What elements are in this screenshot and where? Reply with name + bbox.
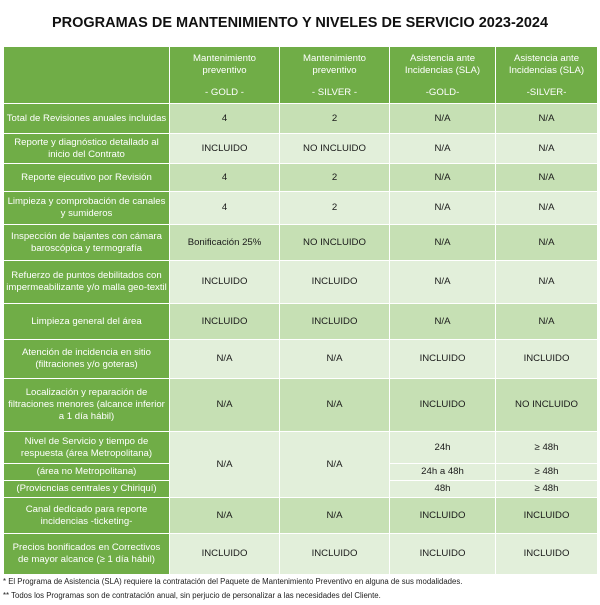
footnote: * El Programa de Asistencia (SLA) requiere la contratación del Paquete de Mantenimiento Preventivo en alguna de sus modalidades. <box>3 577 463 586</box>
col-name: Asistencia ante Incidencias (SLA) <box>404 53 481 76</box>
table-row <box>4 134 598 164</box>
table-cell: N/A <box>496 304 598 340</box>
service-level-row <box>4 432 598 464</box>
table-cell: N/A <box>170 340 280 379</box>
footnote: ** Todos los Programas son de contratación anual, sin perjucio de personalizar a las necesidades del Cliente. <box>3 591 381 600</box>
table-cell: ≥ 48h <box>496 464 598 481</box>
table-cell: N/A <box>496 104 598 134</box>
table-cell: INCLUIDO <box>280 534 390 575</box>
table-cell: 2 <box>280 104 390 134</box>
col-tier: -GOLD- <box>425 87 460 98</box>
table-row <box>4 534 598 575</box>
table-cell: 24h <box>390 432 496 464</box>
table-cell: 24h a 48h <box>390 464 496 481</box>
footnotes <box>3 575 597 603</box>
table-cell: N/A <box>390 104 496 134</box>
col-tier: - GOLD - <box>205 87 244 98</box>
table-cell: N/A <box>496 225 598 261</box>
table-cell: N/A <box>170 498 280 534</box>
row-label: Total de Revisiones anuales incluidas <box>4 104 170 134</box>
row-label: (área no Metropolitana) <box>4 464 170 481</box>
col-tier: -SILVER- <box>526 87 567 98</box>
table-row <box>4 340 598 379</box>
table-cell: N/A <box>170 379 280 432</box>
table-cell: 4 <box>170 192 280 225</box>
table-row <box>4 304 598 340</box>
row-label: Nivel de Servicio y tiempo de respuesta (área Metropolitana) <box>4 432 170 464</box>
table-cell: 48h <box>390 481 496 498</box>
table-cell: INCLUIDO <box>496 534 598 575</box>
row-label: (Provicncias centrales y Chiriquí) <box>4 481 170 498</box>
header-corner <box>4 47 170 104</box>
table-row <box>4 379 598 432</box>
table-cell: 2 <box>280 192 390 225</box>
row-label: Refuerzo de puntos debilitados con impermeabilizante y/o malla geo-textil <box>4 261 170 304</box>
row-label: Limpieza general del área <box>4 304 170 340</box>
col-tier: - SILVER - <box>311 87 358 98</box>
row-label: Canal dedicado para reporte incidencias -ticketing- <box>4 498 170 534</box>
table-cell: N/A <box>496 261 598 304</box>
table-cell: INCLUIDO <box>280 261 390 304</box>
table-cell: 2 <box>280 164 390 192</box>
table-cell: N/A <box>496 192 598 225</box>
table-cell: N/A <box>280 379 390 432</box>
table-row <box>4 261 598 304</box>
col-name: Asistencia ante Incidencias (SLA) <box>508 53 585 76</box>
table-cell: N/A <box>390 134 496 164</box>
table-cell: ≥ 48h <box>496 432 598 464</box>
table-cell: N/A <box>390 304 496 340</box>
table-row <box>4 104 598 134</box>
table-cell: N/A <box>390 164 496 192</box>
row-label: Precios bonificados en Correctivos de mayor alcance (≥ 1 día hábil) <box>4 534 170 575</box>
table-cell: N/A <box>390 261 496 304</box>
table-cell: INCLUIDO <box>496 498 598 534</box>
table-row <box>4 498 598 534</box>
table-cell: INCLUIDO <box>170 134 280 164</box>
table-cell: INCLUIDO <box>280 304 390 340</box>
table-cell: 4 <box>170 104 280 134</box>
table-cell: NO INCLUIDO <box>496 379 598 432</box>
table-cell: INCLUIDO <box>170 261 280 304</box>
col-header-sla-gold <box>390 47 496 104</box>
table-cell: Bonificación 25% <box>170 225 280 261</box>
row-label: Atención de incidencia en sitio (filtraciones y/o goteras) <box>4 340 170 379</box>
table-cell: NO INCLUIDO <box>280 225 390 261</box>
table-row <box>4 225 598 261</box>
row-label: Localización y reparación de filtraciones menores (alcance inferior a 1 día hábil) <box>4 379 170 432</box>
row-label: Reporte ejecutivo por Revisión <box>4 164 170 192</box>
col-header-maint-silver <box>280 47 390 104</box>
table-row <box>4 192 598 225</box>
table-cell: INCLUIDO <box>390 379 496 432</box>
col-header-maint-gold <box>170 47 280 104</box>
table-cell: NO INCLUIDO <box>280 134 390 164</box>
table-cell: N/A <box>496 134 598 164</box>
row-label: Reporte y diagnóstico detallado al inicio del Contrato <box>4 134 170 164</box>
table-cell: ≥ 48h <box>496 481 598 498</box>
page-title: PROGRAMAS DE MANTENIMIENTO Y NIVELES DE SERVICIO 2023-2024 <box>51 15 549 31</box>
table-cell: N/A <box>280 432 390 498</box>
table-cell: INCLUIDO <box>390 340 496 379</box>
table-cell: INCLUIDO <box>496 340 598 379</box>
row-label: Limpieza y comprobación de canales y sumideros <box>4 192 170 225</box>
table-cell: N/A <box>280 340 390 379</box>
header-row <box>4 47 598 104</box>
table-cell: N/A <box>280 498 390 534</box>
table-cell: INCLUIDO <box>170 304 280 340</box>
table-cell: INCLUIDO <box>390 498 496 534</box>
table-cell: N/A <box>170 432 280 498</box>
table-cell: INCLUIDO <box>170 534 280 575</box>
service-levels-table <box>3 46 598 575</box>
table-cell: N/A <box>390 225 496 261</box>
col-name: Mantenimiento preventivo <box>193 53 256 76</box>
col-name: Mantenimiento preventivo <box>303 53 366 76</box>
table-cell: N/A <box>390 192 496 225</box>
table-cell: INCLUIDO <box>390 534 496 575</box>
col-header-sla-silver <box>496 47 598 104</box>
table-row <box>4 164 598 192</box>
row-label: Inspección de bajantes con cámara baroscópica y termografía <box>4 225 170 261</box>
table-cell: N/A <box>496 164 598 192</box>
table-cell: 4 <box>170 164 280 192</box>
